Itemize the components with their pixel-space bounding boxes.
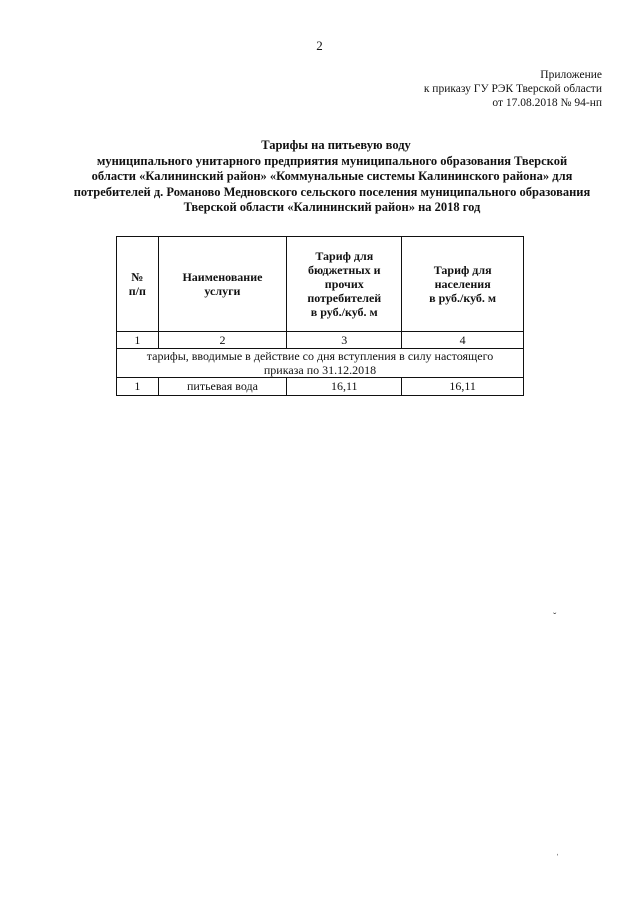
header-population-line: Тариф для: [433, 263, 492, 277]
header-service-line: Наименование: [182, 270, 263, 284]
table-row: [117, 378, 524, 396]
row-tariff-population: 16,11: [402, 378, 524, 396]
scan-speck: ˌ: [556, 845, 560, 856]
row-service: питьевая вода: [158, 378, 287, 396]
period-cell: [117, 349, 524, 378]
header-number-line: п/п: [128, 284, 146, 298]
appendix-order-ref: к приказу ГУ РЭК Тверской области: [423, 83, 602, 95]
header-service-line: услуги: [204, 284, 241, 298]
column-number: 1: [117, 332, 159, 349]
scan-speck: ˇ: [553, 612, 557, 623]
appendix-block: [424, 68, 602, 110]
appendix-label: Приложение: [540, 69, 602, 81]
header-budget-line: потребителей: [307, 291, 382, 305]
column-number: 4: [402, 332, 524, 349]
column-number: 2: [158, 332, 287, 349]
period-line: приказа по 31.12.2018: [263, 363, 377, 377]
row-tariff-budget: 16,11: [287, 378, 402, 396]
title-line-2: муниципального унитарного предприятия муниципального образования Тверской: [96, 153, 568, 168]
title-line-5: Тверской области «Калининский район» на 2018 год: [183, 200, 481, 214]
header-population-line: в руб./куб. м: [429, 291, 497, 305]
title-line-3: области «Калининский район» «Коммунальные системы Калининского района» для: [91, 169, 573, 183]
header-number-line: №: [131, 270, 144, 284]
period-line: тарифы, вводимые в действие со дня вступления в силу настоящего: [146, 349, 494, 363]
header-tariff-population: [402, 237, 524, 332]
title-line-1: Тарифы на питьевую воду: [261, 138, 411, 152]
document-title: [60, 138, 604, 216]
page-number: 2: [316, 38, 323, 53]
table-header-row: [117, 237, 524, 332]
period-row: [117, 349, 524, 378]
header-number: [117, 237, 159, 332]
header-budget-line: в руб./куб. м: [310, 305, 378, 319]
title-line-4: потребителей д. Романово Медновского сельского поселения муниципального образования: [73, 184, 591, 199]
header-tariff-budget: [287, 237, 402, 332]
column-number: 3: [287, 332, 402, 349]
tariff-table: [116, 236, 524, 396]
header-budget-line: бюджетных и: [308, 263, 381, 277]
row-number: 1: [117, 378, 159, 396]
header-service-name: [158, 237, 287, 332]
header-budget-line: прочих: [324, 277, 364, 291]
appendix-order-date: от 17.08.2018 № 94-нп: [492, 97, 602, 109]
column-number-row: [117, 332, 524, 349]
header-population-line: населения: [434, 277, 491, 291]
header-budget-line: Тариф для: [315, 249, 374, 263]
